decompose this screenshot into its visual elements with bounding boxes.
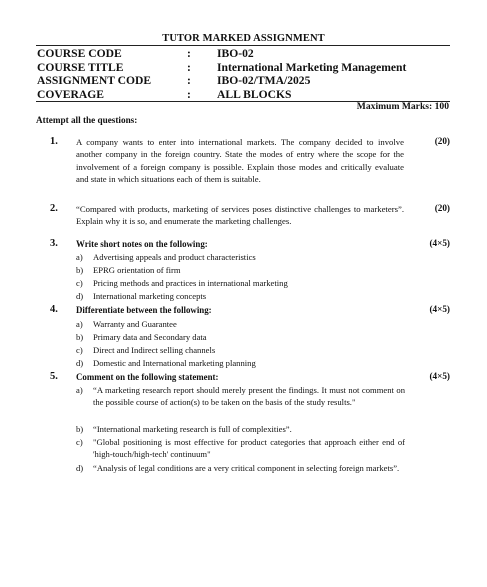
meta-colon: : [187, 88, 191, 101]
meta-label: ASSIGNMENT CODE [37, 74, 152, 87]
instruction: Attempt all the questions: [36, 115, 138, 125]
sub-text: Pricing methods and practices in international marketing [93, 278, 288, 288]
sub-label: d) [76, 291, 84, 301]
maximum-marks: Maximum Marks: 100 [356, 101, 449, 112]
sub-label: c) [76, 345, 83, 355]
sub-label: a) [76, 319, 83, 329]
sub-label: b) [76, 424, 84, 434]
question-number: 4. [50, 304, 58, 315]
meta-value: ALL BLOCKS [217, 88, 292, 101]
sub-label: c) [76, 437, 83, 447]
question-text: Write short notes on the following: [76, 239, 208, 249]
sub-text: EPRG orientation of firm [93, 265, 181, 275]
question-text: A company wants to enter into international markets. The company decided to involve another company in the foreign country. State the modes of entry where the scope for the involvement of a foreign company is possible. Explain those modes and critically evaluate and state in which situations each of them is suitable. [76, 137, 404, 184]
question-number: 3. [50, 238, 58, 249]
meta-label: COURSE CODE [37, 47, 122, 60]
meta-value: IBO-02/TMA/2025 [217, 74, 311, 87]
question-text: “Compared with products, marketing of services poses distinctive challenges to marketers”. Explain why it is so, and enumerate the marketing challenges. [76, 204, 404, 227]
sub-label: a) [76, 252, 83, 262]
header-top-rule [36, 45, 450, 46]
sub-text: "Global positioning is most effective for product categories that approach either end of 'high-touch/high-tech' continuum" [93, 437, 405, 460]
meta-label: COVERAGE [37, 88, 104, 101]
meta-value: IBO-02 [217, 47, 254, 60]
sub-text: “Analysis of legal conditions are a very critical component in selecting foreign markets”. [93, 463, 400, 473]
meta-label: COURSE TITLE [37, 61, 124, 74]
sub-label: d) [76, 358, 84, 368]
question-marks: (20) [434, 136, 450, 146]
question-marks: (4×5) [429, 238, 450, 248]
question-number: 5. [50, 371, 58, 382]
question-text: Comment on the following statement: [76, 372, 219, 382]
sub-text: Warranty and Guarantee [93, 319, 177, 329]
question-marks: (20) [434, 203, 450, 213]
meta-colon: : [187, 74, 191, 87]
sub-label: c) [76, 278, 83, 288]
question-marks: (4×5) [429, 304, 450, 314]
meta-value: International Marketing Management [217, 61, 407, 74]
sub-text: Primary data and Secondary data [93, 332, 207, 342]
question-number: 1. [50, 136, 58, 147]
page-title: TUTOR MARKED ASSIGNMENT [162, 33, 325, 44]
sub-text: “A marketing research report should merely present the findings. It must not comment on the possible course of action(s) to be taken on the basis of the study results." [93, 385, 405, 408]
meta-colon: : [187, 61, 191, 74]
meta-colon: : [187, 47, 191, 60]
question-number: 2. [50, 203, 58, 214]
question-text: Differentiate between the following: [76, 305, 212, 315]
sub-text: International marketing concepts [93, 291, 207, 301]
sub-label: d) [76, 463, 84, 473]
sub-label: b) [76, 265, 84, 275]
sub-text: Direct and Indirect selling channels [93, 345, 216, 355]
sub-label: b) [76, 332, 84, 342]
sub-text: “International marketing research is full of complexities”. [93, 424, 292, 434]
question-marks: (4×5) [429, 371, 450, 381]
sub-label: a) [76, 385, 83, 395]
sub-text: Advertising appeals and product characteristics [93, 252, 256, 262]
sub-text: Domestic and International marketing planning [93, 358, 256, 368]
